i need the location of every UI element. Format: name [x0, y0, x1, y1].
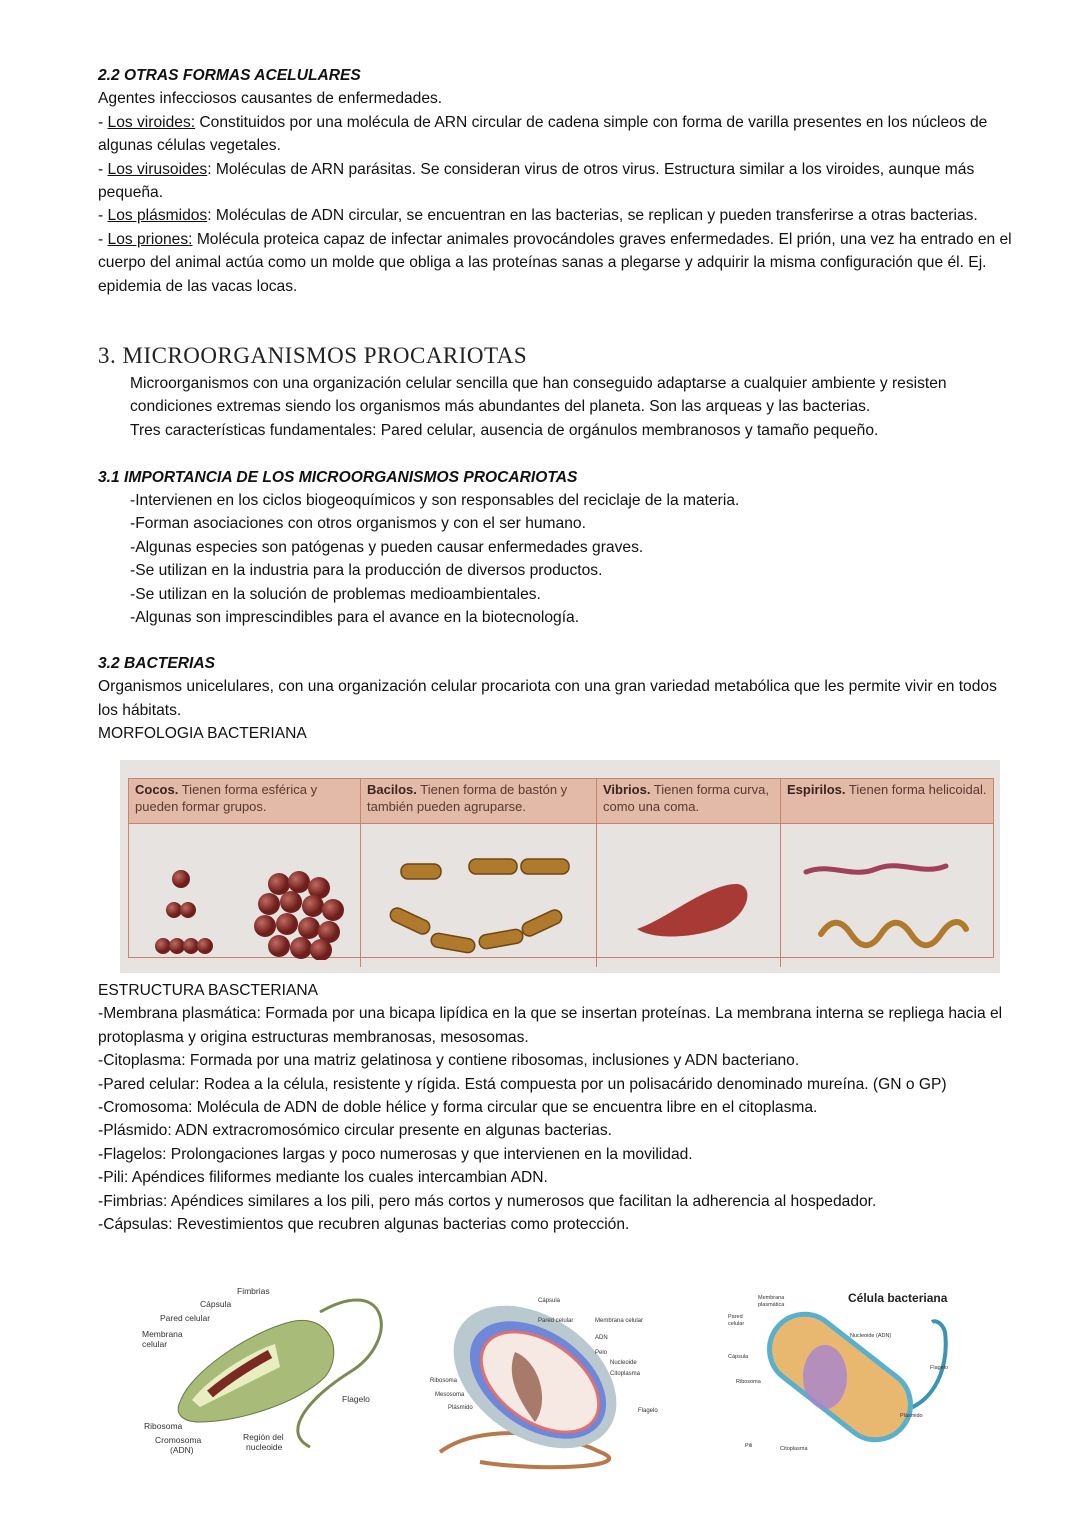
bacteria-diagram-1 — [130, 1282, 390, 1462]
list-item: - Los priones: Molécula proteica capaz de infectar animales provocándoles graves enfermedades. El prión, una vez ha entrado en el cuerpo del animal actúa como un molde que obliga a las proteínas sanas a plegarse y adquirir la misma configuración que él. Ej. epidemia de las vacas locas. — [98, 230, 1012, 295]
svg-text:Cromosoma: Cromosoma — [155, 1435, 202, 1445]
list-item: - Los plásmidos: Moléculas de ADN circular, se encuentran en las bacterias, se replican y pueden transferirse a otras bacterias. — [98, 207, 978, 225]
svg-text:Plásmido: Plásmido — [900, 1413, 923, 1419]
svg-text:Nucleoide: Nucleoide — [610, 1360, 637, 1366]
section-3-2 — [98, 652, 1018, 746]
svg-text:Mesosoma: Mesosoma — [435, 1392, 465, 1398]
morphology-photo — [120, 760, 1000, 973]
cell-espirilos: Espirilos. Tienen forma helicoidal. — [781, 779, 993, 967]
list-item: - Los virusoides: Moléculas de ARN parásitas. Se consideran virus de otros virus. Estructura similar a los viroides, aunque más pequeña. — [98, 160, 975, 202]
svg-text:Ribosoma: Ribosoma — [430, 1378, 458, 1384]
svg-text:Cápsula: Cápsula — [538, 1298, 561, 1304]
list-item: -Algunas son imprescindibles para el avance en la biotecnología. — [130, 609, 580, 627]
vibrio-illustration — [597, 824, 781, 960]
subheading: ESTRUCTURA BASCTERIANA — [98, 982, 319, 999]
paragraph: Organismos unicelulares, con una organización celular procariota con una gran variedad metabólica que les permite vivir en todos los hábitats. — [98, 678, 997, 719]
paragraph: Microorganismos con una organización celular sencilla que han conseguido adaptarse a cualquier ambiente y resisten condiciones extremas siendo los organismos más abundantes del planeta. Son las arqueas y las bacterias. — [130, 375, 947, 416]
morphology-table — [128, 778, 994, 958]
list-item: -Pili: Apéndices filiformes mediante los cuales intercambian ADN. — [98, 1169, 548, 1187]
svg-text:Flagelo: Flagelo — [638, 1408, 658, 1414]
list-item: -Cápsulas: Revestimientos que recubren algunas bacterias como protección. — [98, 1216, 630, 1234]
svg-text:Ribosoma: Ribosoma — [736, 1379, 761, 1385]
cell-vibrios: Vibrios. Tienen forma curva, como una coma. — [597, 779, 781, 967]
list-item: -Algunas especies son patógenas y pueden causar enfermedades graves. — [130, 538, 644, 556]
svg-text:celular: celular — [142, 1339, 168, 1349]
section-heading: 3.2 BACTERIAS — [98, 655, 215, 672]
section-heading: 2.2 OTRAS FORMAS ACELULARES — [98, 67, 361, 84]
svg-text:Región del: Región del — [243, 1432, 284, 1442]
list-item: -Se utilizan en la industria para la producción de diversos productos. — [130, 562, 603, 580]
svg-text:Pili: Pili — [745, 1443, 753, 1449]
svg-text:(ADN): (ADN) — [170, 1445, 194, 1455]
svg-text:Pared celular: Pared celular — [538, 1318, 574, 1324]
svg-text:Nucleoide (ADN): Nucleoide (ADN) — [850, 1333, 892, 1339]
svg-text:Pelo: Pelo — [595, 1350, 608, 1356]
cell-bacilos: Bacilos. Tienen forma de bastón y también pueden agruparse. — [361, 779, 597, 967]
svg-text:Membrana: Membrana — [142, 1329, 183, 1339]
section-3-1 — [98, 466, 1018, 489]
svg-text:ADN: ADN — [595, 1335, 608, 1341]
bacteria-diagram-2 — [420, 1282, 680, 1472]
cell-cocos: Cocos. Tienen forma esférica y pueden formar grupos. — [129, 779, 361, 967]
section-2-2 — [98, 64, 1018, 298]
list-item: -Plásmido: ADN extracromosómico circular presente en algunas bacterias. — [98, 1122, 612, 1140]
intro-text: Agentes infecciosos causantes de enfermedades. — [98, 90, 443, 108]
svg-text:Pared celular: Pared celular — [160, 1313, 211, 1323]
svg-text:plasmática: plasmática — [758, 1302, 785, 1308]
svg-text:Cápsula: Cápsula — [200, 1299, 232, 1309]
paragraph: Tres características fundamentales: Pared celular, ausencia de orgánulos membranosos y tamaño pequeño. — [130, 421, 879, 439]
list-item: -Cromosoma: Molécula de ADN de doble hélice y forma circular que se encuentra libre en el citoplasma. — [98, 1099, 818, 1117]
list-item: - Los viroides: Constituidos por una molécula de ARN circular de cadena simple con forma de varilla presentes en los núcleos de algunas células vegetales. — [98, 113, 988, 155]
bacteria-diagram-3 — [720, 1282, 980, 1462]
svg-text:Cápsula: Cápsula — [728, 1354, 749, 1360]
cocci-illustration — [129, 824, 361, 960]
list-item: -Fimbrias: Apéndices similares a los pili, pero más cortos y numerosos que facilitan la adherencia al hospedador. — [98, 1192, 877, 1210]
section-heading: 3.1 IMPORTANCIA DE LOS MICROORGANISMOS PROCARIOTAS — [98, 469, 578, 486]
svg-text:nucleoide: nucleoide — [246, 1442, 283, 1452]
bacterial-structure — [98, 979, 1018, 1236]
svg-text:Fimbrias: Fimbrias — [237, 1286, 270, 1296]
svg-text:Pared: Pared — [728, 1314, 743, 1320]
svg-text:Plásmido: Plásmido — [448, 1405, 473, 1411]
svg-text:celular: celular — [728, 1321, 745, 1327]
svg-text:Citoplasma: Citoplasma — [780, 1446, 808, 1452]
list-item: -Citoplasma: Formada por una matriz gelatinosa y contiene ribosomas, inclusiones y ADN bacteriano. — [98, 1052, 800, 1070]
svg-text:Ribosoma: Ribosoma — [144, 1421, 183, 1431]
bacilli-illustration — [361, 824, 597, 960]
svg-text:Membrana celular: Membrana celular — [595, 1318, 644, 1324]
svg-text:Flagelo: Flagelo — [930, 1365, 949, 1371]
spirilla-illustration — [781, 824, 991, 960]
list-item: -Flagelos: Prolongaciones largas y poco numerosas y que intervienen en la movilidad. — [98, 1145, 693, 1163]
svg-text:Citoplasma: Citoplasma — [610, 1371, 641, 1377]
list-item: -Pared celular: Rodea a la célula, resistente y rígida. Está compuesta por un polisacárido denominado mureína. (GN o GP) — [98, 1075, 947, 1093]
svg-text:Membrana: Membrana — [758, 1295, 785, 1301]
diagram-title: Célula bacteriana — [848, 1291, 948, 1305]
section-3-body — [130, 372, 1020, 442]
subheading: MORFOLOGIA BACTERIANA — [98, 725, 307, 743]
list-item: -Intervienen en los ciclos biogeoquímicos y son responsables del reciclaje de la materia. — [130, 492, 740, 509]
importance-list — [130, 489, 1020, 629]
list-item: -Se utilizan en la solución de problemas medioambientales. — [130, 585, 541, 603]
section-3-title: 3. MICROORGANISMOS PROCARIOTAS — [98, 343, 528, 368]
svg-text:Flagelo: Flagelo — [342, 1394, 370, 1404]
list-item: -Forman asociaciones con otros organismos y con el ser humano. — [130, 515, 586, 533]
list-item: -Membrana plasmática: Formada por una bicapa lipídica en la que se insertan proteínas. La membrana interna se repliega hacia el protoplasma y origina estructuras membranosas, mesosomas. — [98, 1005, 1003, 1046]
